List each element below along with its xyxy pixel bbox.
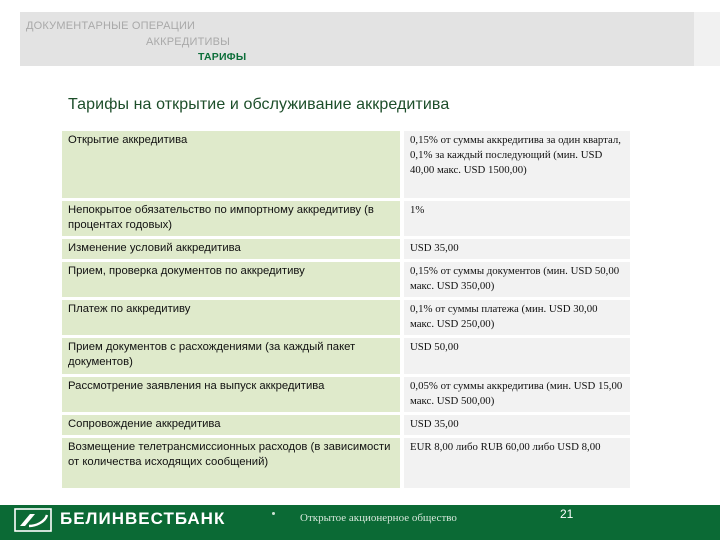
service-cell: Возмещение телетрансмиссионных расходов (в зависимости от количества исходящих сообщений) [62,438,400,488]
header-current-topic: ТАРИФЫ [198,51,247,63]
page-number: 21 [560,507,574,521]
table-row [62,377,630,412]
fee-cell: 0,15% от суммы документов (мин. USD 50,00 макс. USD 350,00) [404,262,630,297]
service-cell: Изменение условий аккредитива [62,239,400,259]
bank-name: БЕЛИНВЕСТБАНК [60,509,226,528]
belinvestbank-logo-icon [14,508,52,532]
table-row [62,438,630,488]
fee-cell: 0,1% от суммы платежа (мин. USD 30,00 макс. USD 250,00) [404,300,630,335]
company-type: Открытое акционерное общество [300,512,457,524]
fee-cell: 1% [404,201,630,236]
slide-title: Тарифы на открытие и обслуживание аккредитива [68,96,450,113]
table-row [62,239,630,259]
fee-cell: USD 50,00 [404,338,630,374]
service-cell: Прием, проверка документов по аккредитиву [62,262,400,297]
header-tail [694,12,720,66]
service-cell: Рассмотрение заявления на выпуск аккредитива [62,377,400,412]
header-subsection-label: АККРЕДИТИВЫ [146,36,231,48]
table-row [62,415,630,435]
header-section-label: ДОКУМЕНТАРНЫЕ ОПЕРАЦИИ [26,20,196,32]
fee-cell: EUR 8,00 либо RUB 60,00 либо USD 8,00 [404,438,630,488]
table-row [62,338,630,374]
fee-cell: USD 35,00 [404,239,630,259]
section-header [20,12,694,66]
service-cell: Открытие аккредитива [62,131,400,198]
service-cell: Сопровождение аккредитива [62,415,400,435]
fee-cell: USD 35,00 [404,415,630,435]
table-row [62,131,630,198]
service-cell: Непокрытое обязательство по импортному аккредитиву (в процентах годовых) [62,201,400,236]
table-row [62,262,630,297]
fee-cell: 0,15% от суммы аккредитива за один квартал, 0,1% за каждый последующий (мин. USD 40,00 макс. USD 1500,00) [404,131,630,198]
table-row [62,300,630,335]
footer-separator-dot [272,512,275,515]
tariffs-table [62,128,630,491]
service-cell: Прием документов с расхождениями (за каждый пакет документов) [62,338,400,374]
table-row [62,201,630,236]
fee-cell: 0,05% от суммы аккредитива (мин. USD 15,00 макс. USD 500,00) [404,377,630,412]
service-cell: Платеж по аккредитиву [62,300,400,335]
